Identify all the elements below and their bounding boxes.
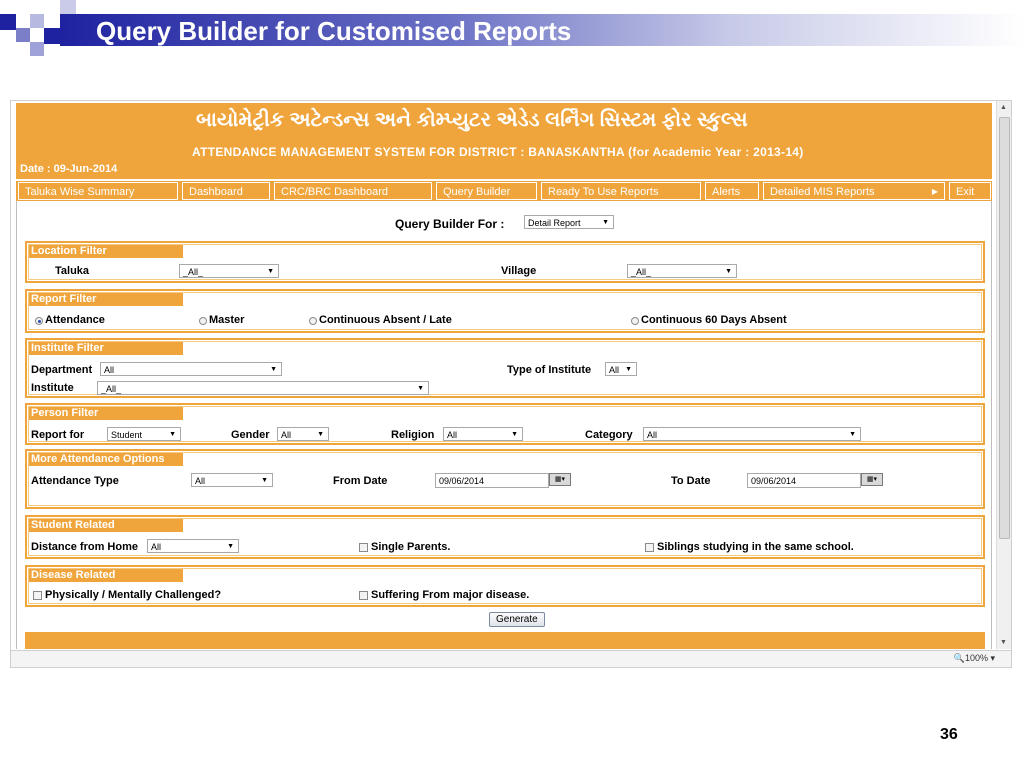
menu-label: Ready To Use Reports [548,186,659,198]
village-label: Village [501,265,537,277]
chevron-down-icon: ▼ [511,431,518,438]
browser-statusbar [11,650,1011,667]
menu-dashboard[interactable] [182,182,270,200]
select-value: All [104,365,115,375]
select-value: _All_ [101,384,122,394]
report-filter [25,289,985,333]
select-value: All [647,430,658,440]
continuous-60-days-label: Continuous 60 Days Absent [641,314,787,326]
footer-bar [25,632,985,649]
major-disease-checkbox[interactable] [359,591,368,600]
legend: Student Related [29,519,183,532]
siblings-label: Siblings studying in the same school. [657,541,854,553]
chevron-down-icon: ▼ [169,431,176,438]
scroll-down-icon[interactable]: ▼ [1000,639,1007,646]
calendar-icon[interactable]: ▦▾ [549,473,571,486]
select-value: All [281,430,292,440]
app-header [16,103,992,179]
query-form [16,201,992,649]
distance-label: Distance from Home [31,541,138,553]
chevron-down-icon: ▼ [602,219,609,226]
chevron-down-icon: ▼ [317,431,324,438]
disease-related [25,565,985,607]
legend: Institute Filter [29,342,183,355]
select-value: Student [111,430,143,440]
attendance-radio[interactable] [35,317,43,325]
distance-select[interactable] [147,539,239,553]
page-content [16,103,992,649]
scroll-up-icon[interactable]: ▲ [1000,104,1007,111]
menu-label: Taluka Wise Summary [25,186,135,198]
taluka-label: Taluka [55,265,90,277]
continuous-absent-radio[interactable] [309,317,317,325]
menu-crc-brc-dashboard[interactable] [274,182,432,200]
query-builder-label: Query Builder For : [395,217,505,231]
legend: Location Filter [29,245,183,258]
select-value: All [609,365,620,375]
menu-label: Alerts [712,186,741,198]
gujarati-title: બાયોમેટ્રીક અટેન્ડન્સ અને કોમ્પ્યુટર એડેડ લર્નિંગ સિસ્ટમ ફોર સ્કુલ્સ [196,109,748,131]
menu-label: Query Builder [443,186,511,198]
student-related [25,515,985,559]
religion-select[interactable] [443,427,523,441]
department-label: Department [31,364,93,376]
menu-label: Detailed MIS Reports [770,186,875,198]
single-parents-label: Single Parents. [371,541,451,553]
legend: Disease Related [29,569,183,582]
religion-label: Religion [391,429,435,441]
legend: Person Filter [29,407,183,420]
legend: Report Filter [29,293,183,306]
menu-ready-to-use-reports[interactable] [541,182,701,200]
chevron-down-icon: ▼ [417,385,424,392]
siblings-checkbox[interactable] [645,543,654,552]
calendar-icon[interactable]: ▦▾ [861,473,883,486]
date-label: Date : 09-Jun-2014 [20,163,118,175]
institute-label: Institute [31,382,74,394]
person-filter [25,403,985,445]
slide-number: 36 [940,726,958,743]
chevron-down-icon: ▼ [261,477,268,484]
menu-alerts[interactable] [705,182,759,200]
master-radio[interactable] [199,317,207,325]
chevron-down-icon: ▼ [270,366,277,373]
continuous-60-days-radio[interactable] [631,317,639,325]
single-parents-checkbox[interactable] [359,543,368,552]
browser-window [10,100,1012,668]
attendance-options [25,449,985,509]
to-date-label: To Date [671,475,711,487]
report-for-select[interactable] [107,427,181,441]
report-for-label: Report for [31,429,85,441]
from-date-label: From Date [333,475,388,487]
location-filter [25,241,985,283]
legend: More Attendance Options [29,453,183,466]
category-select[interactable] [643,427,861,441]
select-value: _All_ [631,267,652,277]
chevron-down-icon: ▼ [267,268,274,275]
generate-button[interactable]: Generate [489,612,545,627]
gender-select[interactable] [277,427,329,441]
from-date-input[interactable]: 09/06/2014 [435,473,549,488]
institute-select[interactable] [97,381,429,395]
challenged-label: Physically / Mentally Challenged? [45,589,222,601]
scrollbar-thumb[interactable] [999,117,1010,539]
chevron-down-icon: ▼ [227,543,234,550]
menu-detailed-mis-reports[interactable] [763,182,945,200]
slide-title: Query Builder for Customised Reports [96,16,572,46]
select-value: All [447,430,458,440]
menu-label: Dashboard [189,186,243,198]
select-value: Detail Report [528,218,581,228]
chevron-down-icon: ▼ [725,268,732,275]
attendance-type-select[interactable] [191,473,273,487]
institute-filter [25,338,985,398]
app-subtitle: ATTENDANCE MANAGEMENT SYSTEM FOR DISTRICT : BANASKANTHA (for Academic Year : 2013-14) [192,145,804,159]
menu-exit[interactable] [949,182,991,200]
menu-taluka-wise-summary[interactable] [18,182,178,200]
type-of-institute-label: Type of Institute [507,364,592,376]
report-type-select[interactable] [524,215,614,229]
village-select[interactable] [627,264,737,278]
major-disease-label: Suffering From major disease. [371,589,530,601]
menu-label: Exit [956,186,975,198]
category-label: Category [585,429,633,441]
select-value: All [195,476,206,486]
master-label: Master [209,314,245,326]
submenu-arrow-icon: ▶ [931,187,938,196]
zoom-icon: 🔍 [953,653,965,663]
attendance-label: Attendance [45,314,105,326]
zoom-control[interactable]: 🔍100% ▾ [953,653,995,663]
department-select[interactable] [100,362,282,376]
chevron-down-icon: ▼ [849,431,856,438]
challenged-checkbox[interactable] [33,591,42,600]
taluka-select[interactable] [179,264,279,278]
select-value: _All_ [183,267,204,277]
menu-label: CRC/BRC Dashboard [281,186,388,198]
menu-query-builder[interactable] [436,182,537,200]
zoom-level: 100% [964,653,988,663]
select-value: All [151,542,162,552]
continuous-absent-label: Continuous Absent / Late [319,314,452,326]
attendance-type-label: Attendance Type [31,475,119,487]
main-menu [16,181,992,201]
chevron-down-icon: ▼ [625,366,632,373]
type-of-institute-select[interactable] [605,362,637,376]
to-date-input[interactable]: 09/06/2014 [747,473,861,488]
vertical-scrollbar[interactable] [996,101,1011,649]
gender-label: Gender [231,429,270,441]
